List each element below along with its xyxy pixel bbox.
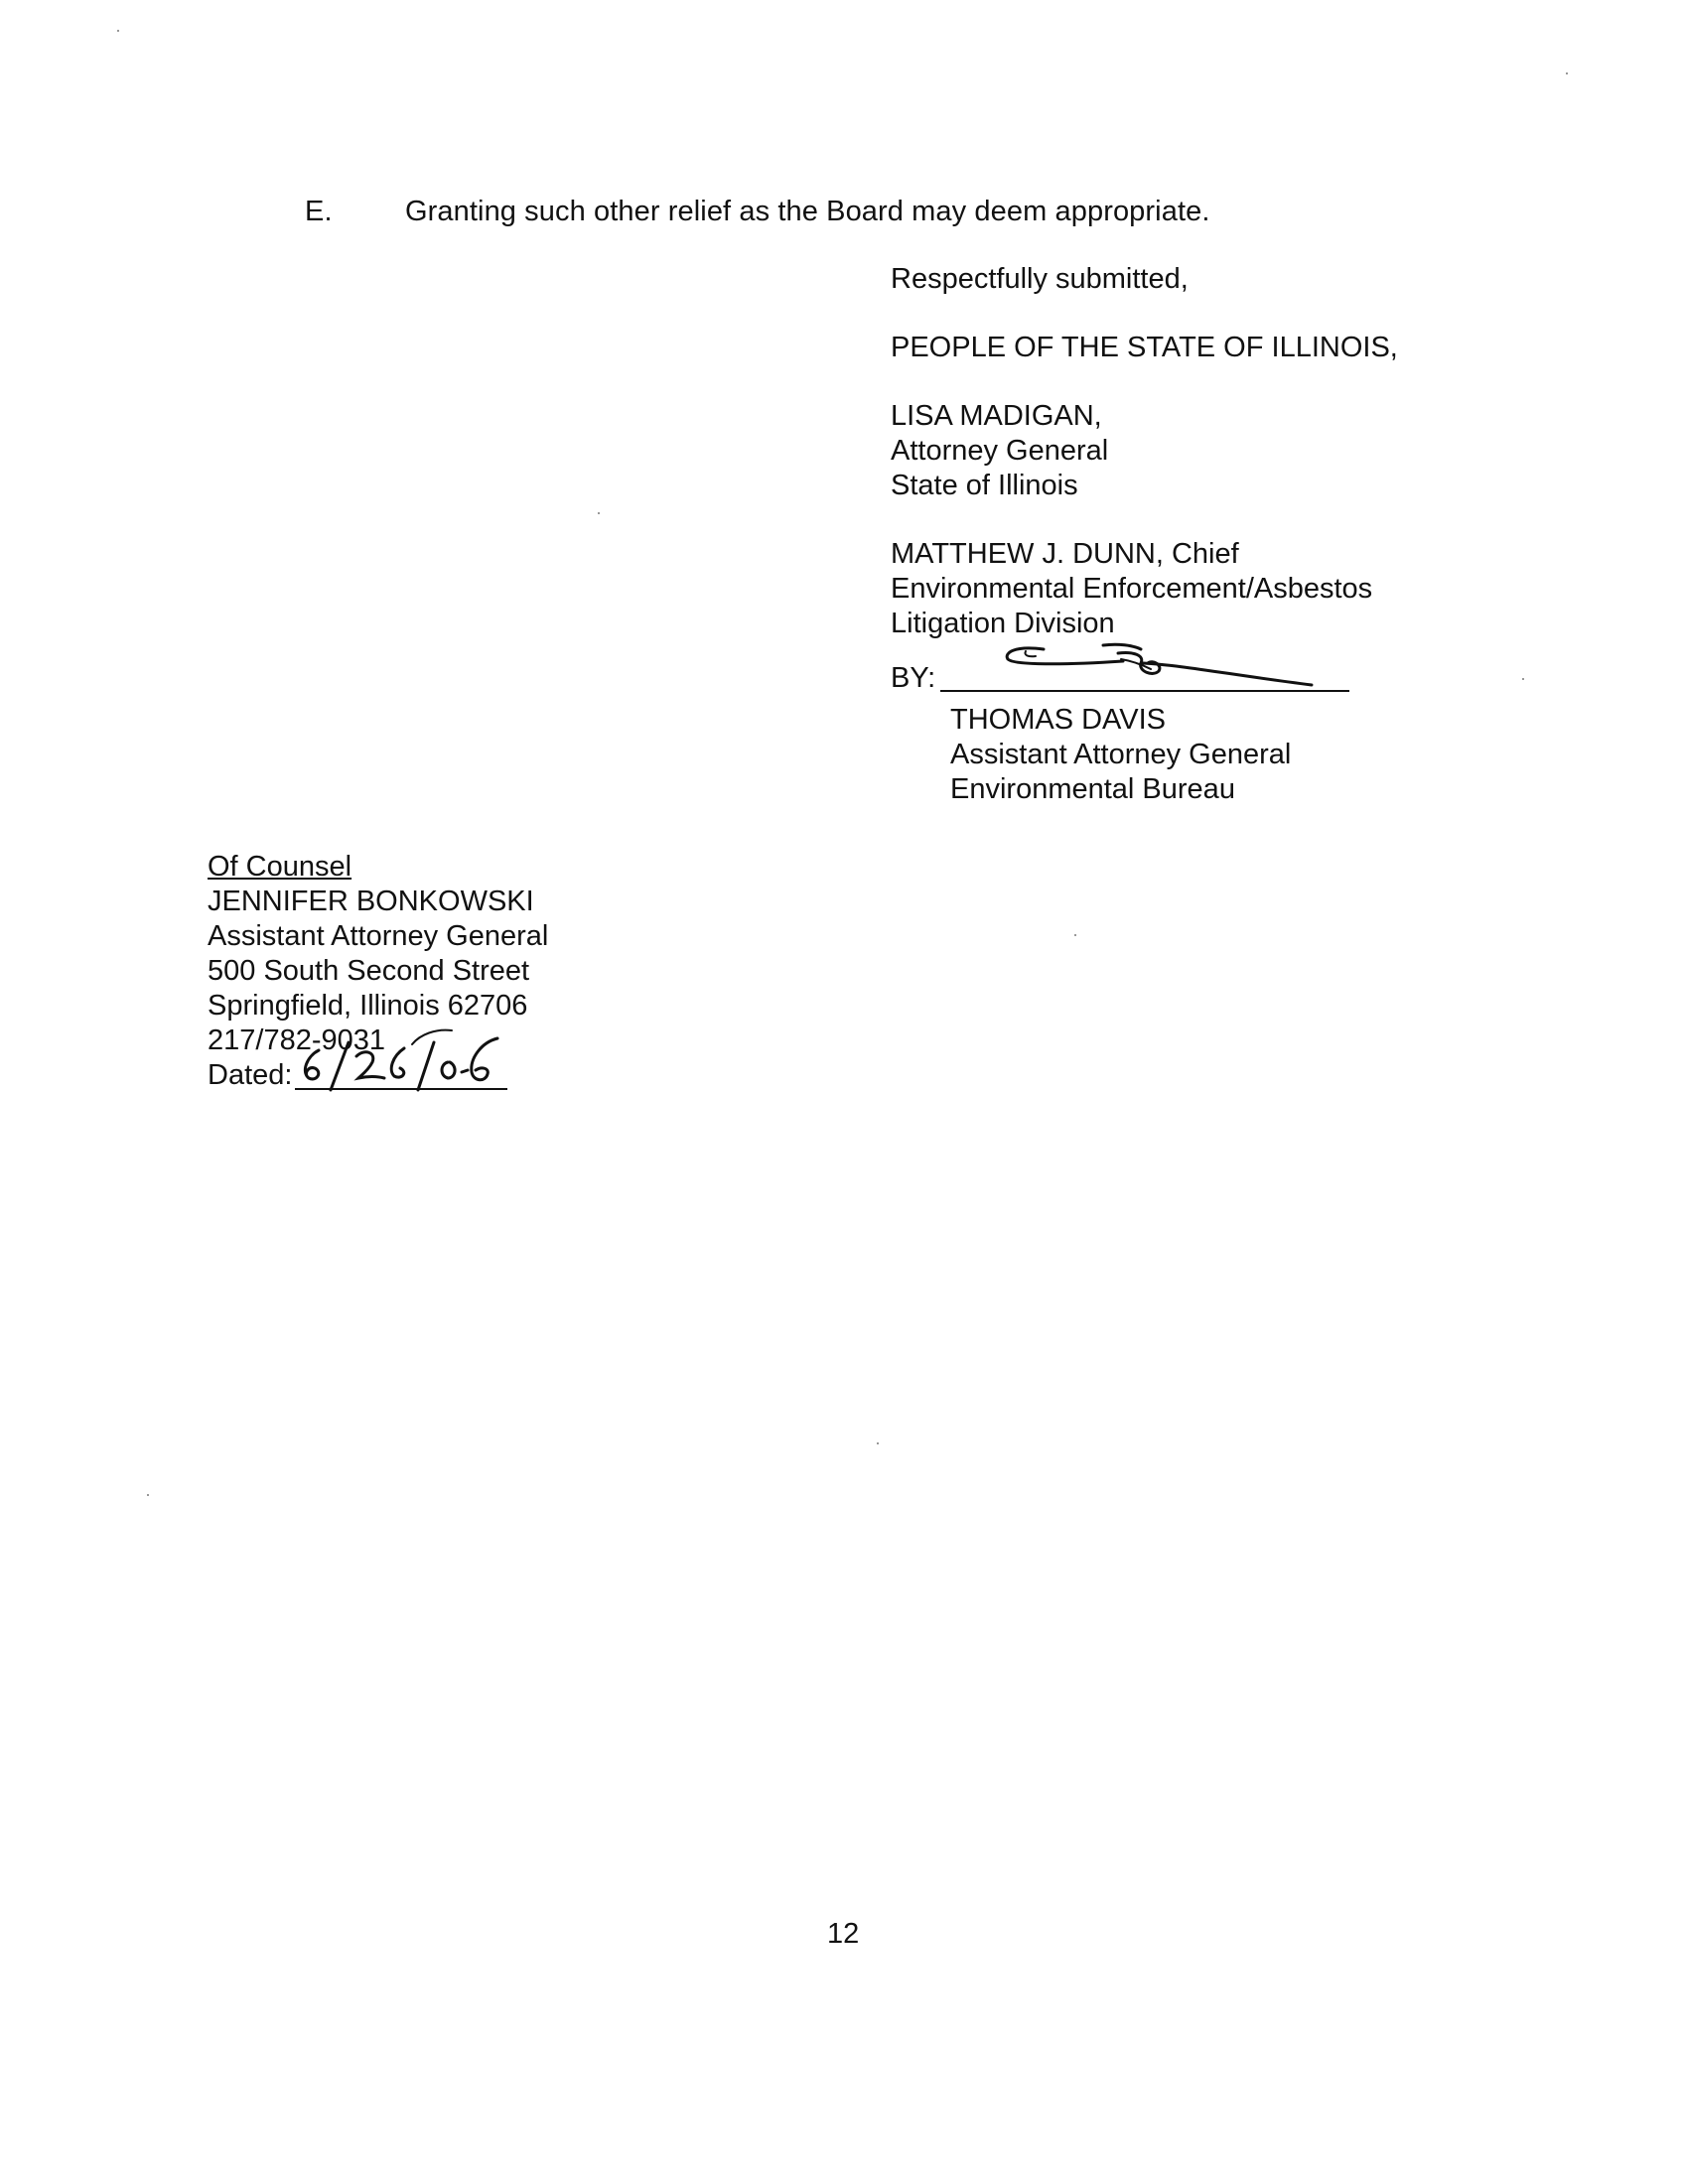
handwritten-signature (984, 623, 1322, 695)
dated-label: Dated: (208, 1059, 293, 1091)
chief-division-line1: Environmental Enforcement/Asbestos (891, 573, 1373, 605)
page-number: 12 (827, 1918, 860, 1950)
relief-item-letter: E. (305, 196, 333, 227)
scan-speck (1074, 934, 1076, 936)
counsel-name: JENNIFER BONKOWSKI (208, 886, 534, 917)
counsel-address-line2: Springfield, Illinois 62706 (208, 990, 528, 1022)
signature-block (891, 262, 1586, 807)
party-name: PEOPLE OF THE STATE OF ILLINOIS, (891, 332, 1398, 363)
signature-line (891, 643, 1586, 703)
scan-speck (1566, 72, 1568, 74)
of-counsel-heading: Of Counsel (208, 851, 352, 883)
attorney-general-title: Attorney General (891, 435, 1109, 467)
signer-name: THOMAS DAVIS (950, 704, 1166, 736)
counsel-phone: 217/782-9031 (208, 1024, 385, 1056)
dated-line (208, 1058, 548, 1098)
chief-name: MATTHEW J. DUNN, Chief (891, 538, 1239, 570)
attorney-general-state: State of Illinois (891, 470, 1078, 501)
by-label: BY: (891, 662, 936, 694)
scan-speck (117, 30, 119, 32)
attorney-general-name: LISA MADIGAN, (891, 400, 1102, 432)
handwritten-date (277, 1021, 535, 1100)
closing-line: Respectfully submitted, (891, 263, 1189, 295)
counsel-title: Assistant Attorney General (208, 920, 549, 952)
scan-speck (147, 1494, 149, 1496)
counsel-address-line1: 500 South Second Street (208, 955, 530, 987)
signer-bureau: Environmental Bureau (950, 773, 1235, 805)
of-counsel-block (208, 850, 548, 1098)
scan-speck (877, 1442, 879, 1444)
chief-division-line2: Litigation Division (891, 608, 1115, 639)
relief-item-text: Granting such other relief as the Board may deem appropriate. (405, 196, 1210, 227)
signer-title: Assistant Attorney General (950, 739, 1292, 770)
scan-speck (598, 512, 600, 514)
